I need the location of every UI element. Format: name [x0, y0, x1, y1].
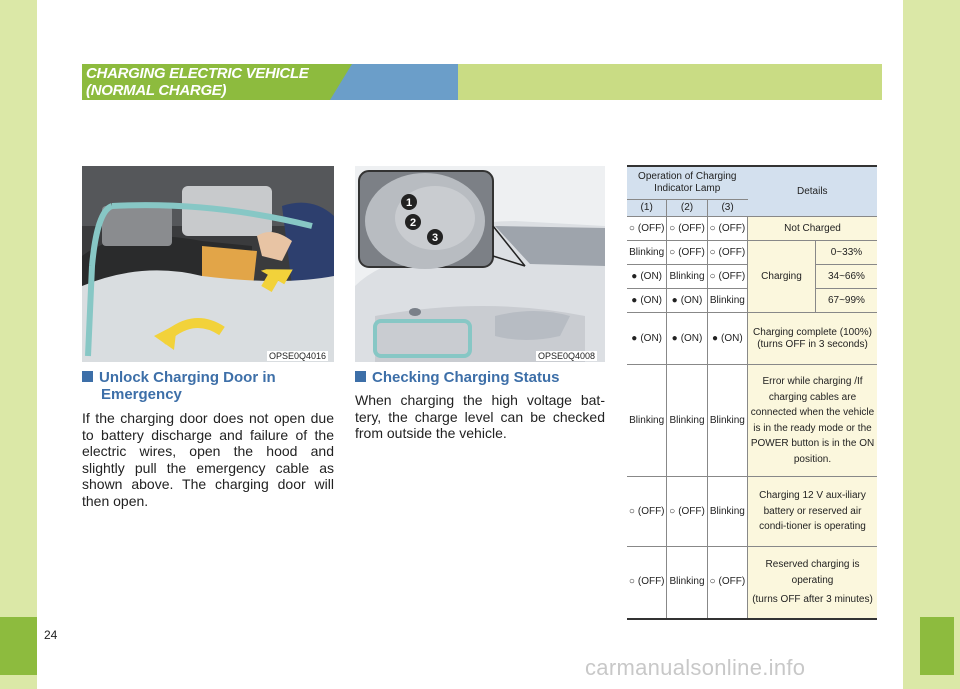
charging-indicator-table	[627, 165, 877, 620]
bullet-square-icon	[355, 371, 366, 382]
left-page-tab	[0, 617, 37, 675]
photo-code-1: OPSE0Q4016	[269, 351, 327, 361]
table-row: ● (ON) ● (ON) ● (ON) Charging complete (100%)(turns OFF in 3 seconds)	[627, 313, 877, 365]
table-row: ○ (OFF) ○ (OFF) Blinking Charging 12 V aux-iliary battery or reserved air condi-tioner is operating	[627, 477, 877, 547]
site-watermark[interactable]: carmanualsonline.info	[585, 655, 806, 680]
right-page-tab	[920, 617, 954, 675]
table-row: ○ (OFF) Blinking ○ (OFF) Reserved charging is operating (turns OFF after 3 minutes)	[627, 547, 877, 619]
table-col-1: (1)	[627, 200, 667, 217]
svg-text:1: 1	[405, 197, 413, 209]
table-col-2: (2)	[667, 200, 707, 217]
emergency-cable-photo	[82, 166, 334, 362]
table-row: ○ (OFF) ○ (OFF) ○ (OFF) Not Charged	[627, 217, 877, 241]
table-row: Blinking Blinking Blinking Error while charging /If charging cables are connected when the vehicle is in the ready mode or the POWER button is in the ON position.	[627, 365, 877, 477]
svg-text:3: 3	[431, 232, 439, 244]
charging-status-photo	[355, 166, 605, 362]
photo-code-2: OPSE0Q4008	[538, 351, 596, 361]
svg-text:2: 2	[409, 217, 417, 229]
left-margin-band	[0, 0, 37, 689]
table-row: ● (ON) ● (ON) Blinking 67~99%	[627, 289, 877, 313]
callout-1	[401, 194, 417, 210]
right-margin-band	[903, 0, 960, 689]
header-bar-blue	[330, 64, 458, 100]
bullet-square-icon	[82, 371, 93, 382]
table-row: Blinking ○ (OFF) ○ (OFF) Charging 0~33%	[627, 241, 877, 265]
section-heading-status: Checking Charging Status	[355, 369, 605, 386]
table-header-operation: Operation of Charging Indicator Lamp	[627, 166, 748, 200]
status-body-text: When charging the high voltage bat-tery, the charge level can be checked from outside the vehicle.	[355, 392, 605, 441]
table-row: ● (ON) Blinking ○ (OFF) 34~66%	[627, 265, 877, 289]
callout-2	[405, 214, 421, 230]
chapter-title: CHARGING ELECTRIC VEHICLE (NORMAL CHARGE)	[86, 65, 309, 99]
page-number: 24	[44, 628, 58, 642]
table-header-details: Details	[748, 166, 877, 217]
header-bar-light	[458, 64, 882, 100]
table-col-3: (3)	[707, 200, 747, 217]
callout-3	[427, 229, 443, 245]
section-heading-unlock: Unlock Charging Door in Emergency	[82, 369, 334, 403]
unlock-body-text: If the charging door does not open due to battery discharge and failure of the electric wires, open the hood and slightly pull the emergency cable as shown above. The charging door will then open.	[82, 410, 334, 509]
